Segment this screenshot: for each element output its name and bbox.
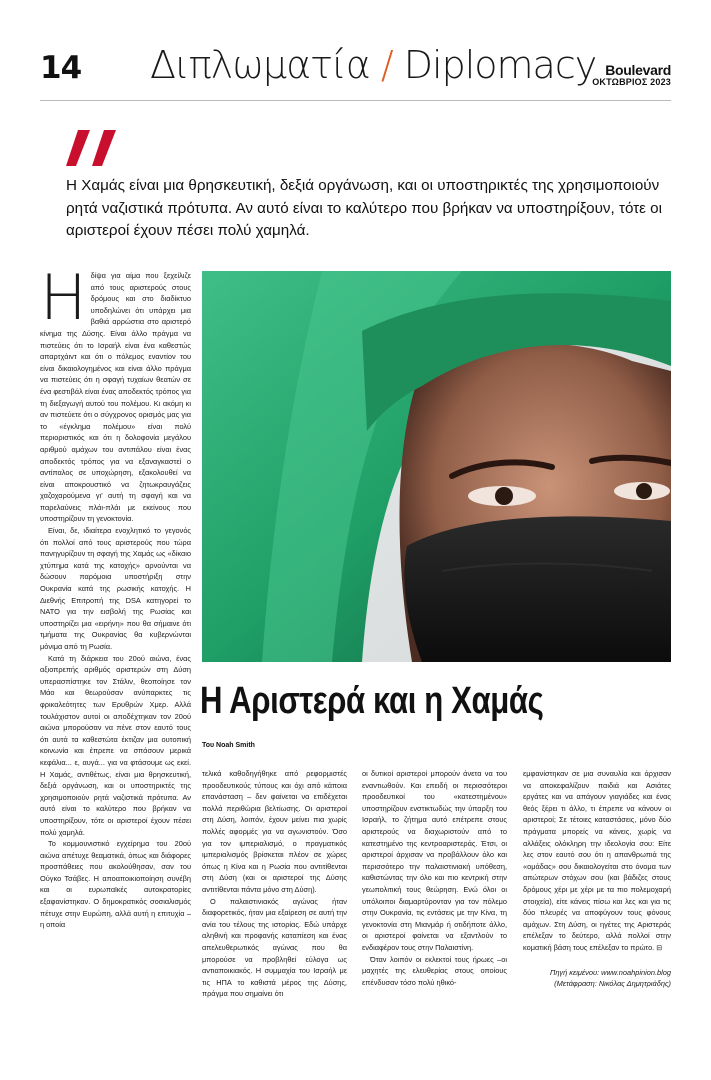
photo-illustration <box>202 271 671 662</box>
article-photo <box>202 271 671 662</box>
article-paragraph: Όταν λοιπόν οι εκλεκτοί τους ήρωες –οι μαχητές της ελευθερίας στους οποίους επένδυσαν τόσο πολύ ηθικό- <box>362 954 507 987</box>
section-title-greek: Διπλωματία <box>150 43 370 87</box>
page-number: 14 <box>40 50 82 86</box>
paragraph-text: εμφανίστηκαν σε μια συναυλία και άρχισαν να αποκεφαλίζουν παιδιά και Ασιάτες εργάτες και να απάγουν γιαγιάδες και ένας θεός ξέρει τι άλλο, τι έπρεπε να κάνουν οι αριστεροί; Σε τέτοιες καταστάσεις, μόνο δύο πράγματα μπορείς να κάνεις, χωρίς να αλλάξεις ολόκληρη την ιδεολογία σου: Είτε λες στον εαυτό σου ότι η απανθρωπιά της «ομάδας» σου δικαιολογείται στο όνομα των απώτερων στόχων σου (και βάδιζες στους δρόμους χέρι με χέρι με τα πιο πολεμοχαρή στοιχεία), είτε κάνεις πίσω και λες και για τις δύο πλευρές να αποφύγουν τους φόνους αμάχων. Στη Δύση, οι ηγέτες της Αριστεράς επέλεξαν το δεύτερο, αλλά πολλοί στην κοματική βάση τους επέλεξαν το πρώτο. <box>523 769 671 952</box>
translator-line: (Μετάφραση: Νικόλας Δημητριάδης) <box>554 979 671 989</box>
article-column-1 <box>40 261 191 931</box>
quote-mark-icon <box>66 130 126 170</box>
article-paragraph: Κατά τη διάρκεια του 20ού αιώνα, ένας αξιοπρεπής αριθμός αριστερών στη Δύση υπερασπίστηκε τον Στάλιν, θεοποίησε τον Μάο και θεωρούσαν ανύπαρκτες τις φρικαλεότητες των Ερυθρών Χμερ. Αλλά τουλάχιστον αυτοί οι αποδέχτηκαν τον 20ού αιώνα μπορούσαν να πένε στον εαυτό τους ότι αυτά τα καθεστώτα έκτιζαν μια ουτοπική κοινωνία και έπρεπε να σπάσουν μερικά κεφάλια... ε, αυγά... για να φτάσουμε ως εκεί. Η Χαμάς, αντιθέτως, είναι μια θρησκευτική, δεξιά οργάνωση, και οι υποστηρικτές της χρησιμοποιούν ρητά ναζιστικά πρότυπα. Αν αυτό είναι το καλύτερο που βρήκαν να υποστηρίξουν, τότε οι αριστεροί έχουν πέσει πολύ χαμηλά. <box>40 653 191 837</box>
article-source <box>523 967 671 990</box>
article-paragraph: οι δυτικοί αριστεροί μπορούν άνετα να του εναντιωθούν. Και επειδή οι περισσότεροι προοδευτικοί του «κατεστημένου» υποστηρίζουν ενστικτωδώς την ύπαρξη του Ισραήλ, το ζήτημα αυτό επέτρεπε στους αριστερούς να διαχωριστούν από το κατεστημένο της κεντροαριστεράς. Έτσι, οι αριστεροί άρχισαν να προβάλλουν όλο και περισσότερο την παλαιστινιακή υπόθεση, καθιστώντας την όλο και πιο κεντρική στην γεωπολιτική τους θεώρηση. Ενώ όλοι οι υπόλοιποι διαμαρτύρονταν για τον πόλεμο στην Ουκρανία, τις εντάσεις με την Κίνα, τη γενοκτονία στη Μιανμάρ ή οτιδήποτε άλλο, οι αριστεροί φαίνεται να εξαντλούν το ενδιαφέρον τους στην Παλαιστίνη. <box>362 769 507 952</box>
magazine-masthead <box>592 63 671 87</box>
article-byline: Του Noah Smith <box>202 742 255 749</box>
article-column-4 <box>523 768 671 990</box>
article-paragraph: Το κομμουνιστικό εγχείρημα του 20ού αιώνα απέτυχε θεαματικά, όπως και διάφορες προσπάθειες που ακολούθησαν, σαν του Ούγκο Τσάβες. Η αποαποικιοποίηση συνέβη και οι ευρωπαϊκές αυτοκρατορίες εξαφανίστηκαν. Ο δημοκρατικός σοσιαλισμός πέτυχε στην Ευρώπη, αλλά αυτή η επιτυχία – η οποία <box>40 839 191 930</box>
header-divider <box>40 100 671 101</box>
paragraph-text: δίψα για αίμα που ξεχείλιζε από τους αριστερούς στους δρόμους και στο διαδίκτυο υποδηλώνει ότι υπάρχει μια βαθιά αρρώστια στο αριστερό κίνημα της Δύσης. Είναι άλλο πράγμα να πιστεύεις ότι το Ισραήλ είναι ένα καθεστώς απαρτχάιντ και ότι ο πόλεμος εναντίον του είναι δικαιολογημένος και είναι άλλο πράγμα να πιστεύεις ότι η σφαγή τυχαίων θεατών σε ένα φεστιβάλ είναι ένας αποδεκτός τρόπος για τη διεξαγωγή αυτού του πολέμου. Κι ακόμη κι αν πιστεύετε ότι ο σύγχρονος ορισμός μας για το «έγκλημα πολέμου» είναι πολύ περιοριστικός και ότι η δολοφονία μεγάλου αριθμού αμάχων του αντιπάλου είναι ένας αποδεκτός τρόπος για να εξαναγκαστεί ο αντίπαλος σε υποχώρηση, εξακολουθεί να είναι αποκρουστικό να ζητωκραυγάζεις χαζοχαρούμενα γι' αυτή τη σφαγή και να παρελαύνεις πλάι-πλάι με εκείνους που υποστηρίζουν τη γενοκτονία. <box>40 271 191 524</box>
pull-quote: Η Χαμάς είναι μια θρησκευτική, δεξιά οργάνωση, και οι υποστηρικτές της χρησιμοποιούν ρητά ναζιστικά πρότυπα. Αν αυτό είναι το καλύτερο που βρήκαν να υποστηρίξουν, τότε οι αριστεροί έχουν πέσει πολύ χαμηλά. <box>66 177 662 239</box>
article-paragraph <box>523 768 671 955</box>
article-column-3 <box>362 768 507 988</box>
issue-date: ΟΚΤΩΒΡΙΟΣ 2023 <box>592 77 671 87</box>
drop-cap: Η <box>40 261 87 334</box>
article-paragraph: Ο παλαιστινιακός αγώνας ήταν διαφορετικός, ήταν μια εξαίρεση σε αυτή την ανία του τέλους της ιστορίας. Εδώ υπάρχε αληθινή και προφανής καταπίεση και ένας απελευθερωτικός αγώνας που θα μπορούσε να προβληθεί εύλογα ως αντιαποικιακός. Η συμμαχία του Ισραήλ με τις ΗΠΑ το καθιστά μέρος της Δύσης, πράγμα που σημαίνει ότι <box>202 896 347 999</box>
article-paragraph: τελικά καθοδηγήθηκε από ρεφορμιστές προοδευτικούς τύπους και όχι από κάποια επανάσταση – δεν φαίνεται να επιδέχεται πολλά περιθώρια βελτίωσης. Οι αριστεροί στη Δύση, λοιπόν, έχουν μείνει πια χωρίς πολλές αφορμές για να αγωνιστούν. Όσο για τον ιμπεριαλισμό, ο πραγματικός ιμπεριαλισμός βρίσκεται πλέον σε χώρες όπως η Κίνα και η Ρωσία που αντιτίθενται στη Δύση (και οι αριστεροί της Δύσης αντιτίθενται πάντα μόνο στη Δύση). <box>202 769 347 894</box>
section-title-separator: / <box>380 43 393 87</box>
end-of-article-icon: ⊟ <box>656 944 663 952</box>
magazine-name: Boulevard <box>605 62 671 78</box>
section-title <box>150 43 596 87</box>
article-headline: Η Αριστερά και η Χαμάς <box>200 680 544 722</box>
article-column-2 <box>202 768 347 1000</box>
article-paragraph: Είναι, δε, ιδιαίτερα ενοχλητικό το γεγονός ότι πολλοί από τους αριστερούς που τώρα πανηγυρίζουν τη σφαγή της Χαμάς ως «δίκαιο χτύπημα κατά της κατοχής» αρνούνται να δώσουν παρόμοια υποστήριξη στην Ουκρανία κατά της ρωσικής κατοχής. Η Διεθνής Επιτροπή της DSA κατηγορεί το ΝΑΤΟ για την εισβολή της Ρωσίας και υποστηρίζει μια «ειρήνη» που θα σήμαινε ότι τμήματα της Ουκρανίας θα κυβερνώνται μόνιμα από τη Ρωσία. <box>40 526 191 651</box>
section-title-english: Diplomacy <box>403 43 597 87</box>
source-line: Πηγή κειμένου: www.noahpinion.blog <box>549 967 671 977</box>
article-paragraph <box>40 261 191 525</box>
